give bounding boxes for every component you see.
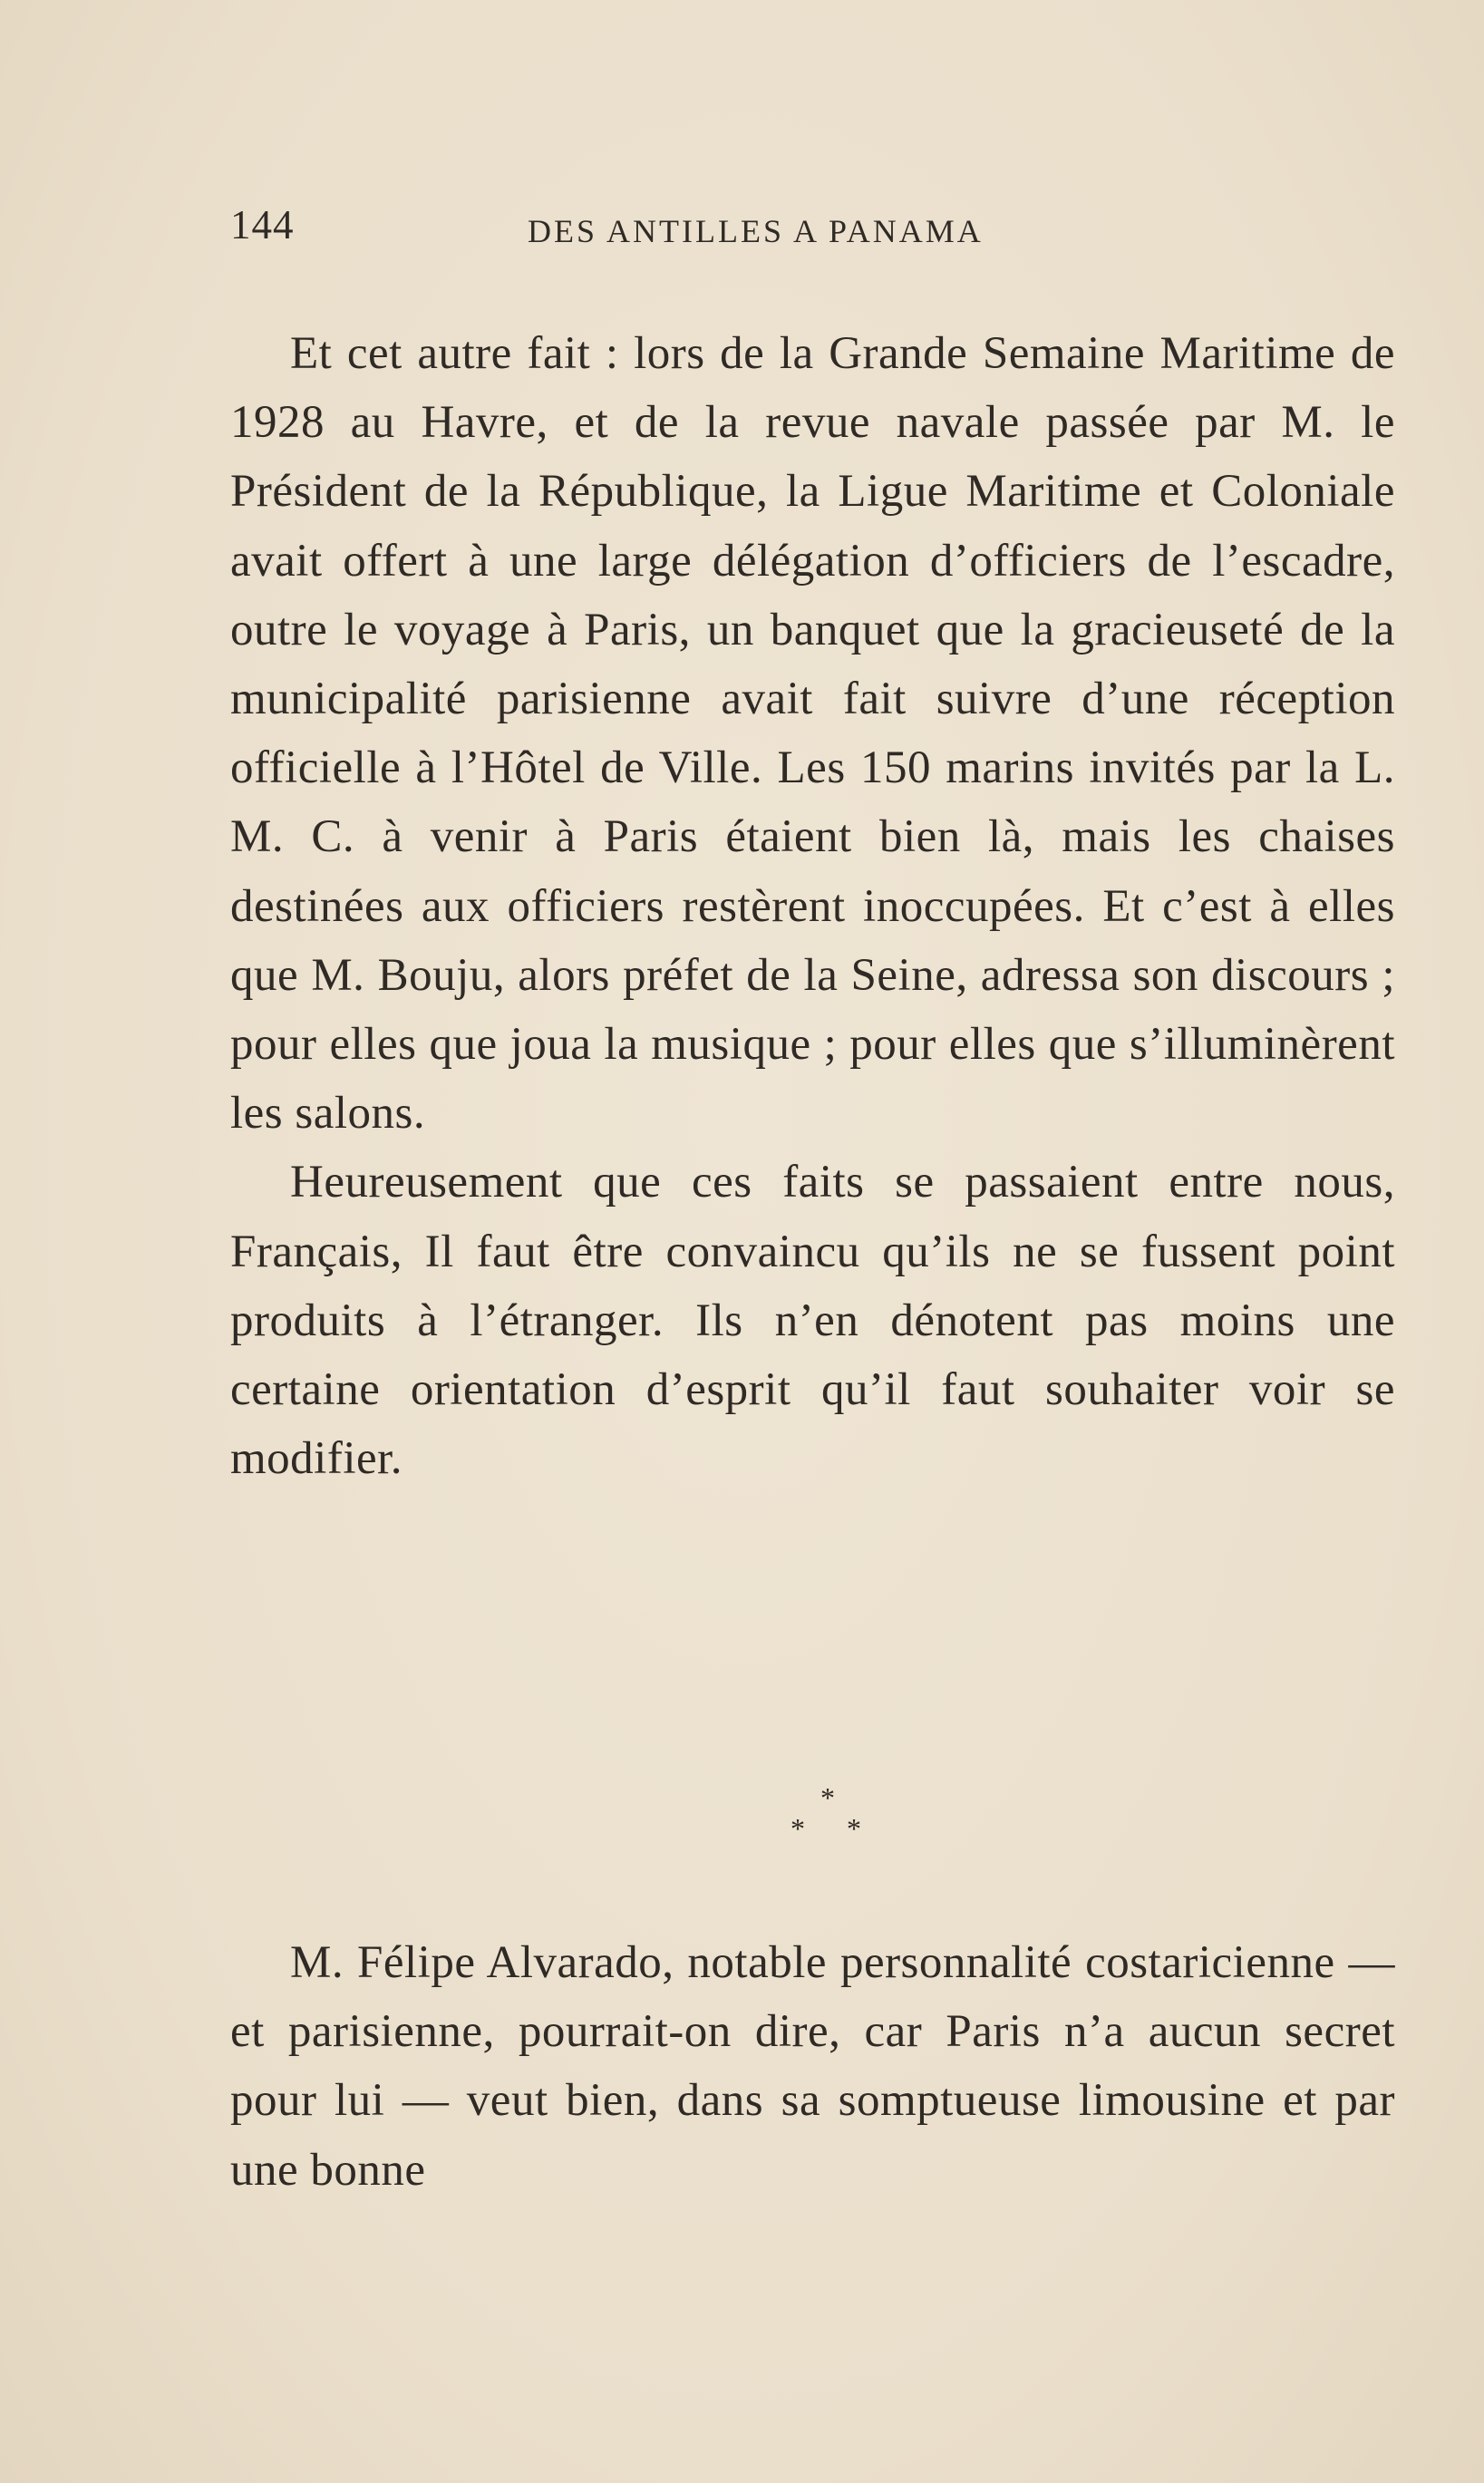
main-text [230, 319, 1395, 1493]
section-2-text [230, 1928, 1395, 2205]
asterism-separator [775, 1781, 866, 1854]
page-header [230, 201, 1395, 256]
paragraph-1: Et cet autre fait : lors de la Grande Semaine Maritime de 1928 au Havre, et de la revue navale passée par M. le Président de la République, la Ligue Maritime et Coloniale avait offert à une large délégation d’officiers de l’escadre, outre le voyage à Paris, un banquet que la gracieuseté de la municipalité parisienne avait fait suivre d’une réception officielle à l’Hôtel de Ville. Les 150 marins invités par la L. M. C. à venir à Paris étaient bien là, mais les chaises destinées aux officiers restèrent inoccupées. Et c’est à elles que M. Bouju, alors préfet de la Seine, adressa son discours ; pour elles que joua la musique ; pour elles que s’illuminèrent les salons. [230, 328, 1395, 1140]
asterism-star-top: * [820, 1781, 835, 1814]
running-head: DES ANTILLES A PANAMA [528, 213, 984, 249]
page-number: 144 [230, 202, 295, 247]
asterism-star-left: * [790, 1812, 805, 1845]
paragraph-2: Heureusement que ces faits se passaient entre nous, Français, Il faut être convaincu qu’ils ne se fussent point produits à l’étranger. Ils n’en dénotent pas moins une certaine orientation d’esprit qu’il faut souhaiter voir se modifier. [230, 1157, 1395, 1485]
paragraph-3: M. Félipe Alvarado, notable personnalité costaricienne — et parisienne, pourrait-on dire, car Paris n’a aucun secret pour lui — veut bien, dans sa somptueuse limousine et par une bonne [230, 1937, 1395, 2196]
asterism-star-right: * [847, 1812, 861, 1845]
